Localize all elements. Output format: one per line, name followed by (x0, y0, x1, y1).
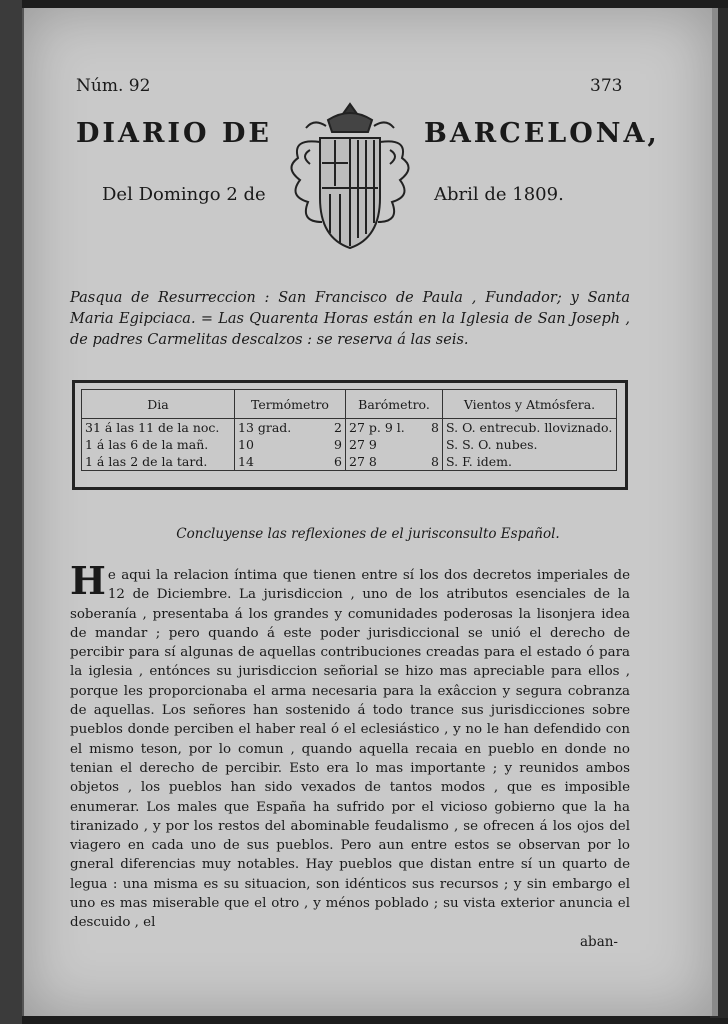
drop-cap: H (70, 558, 106, 603)
article-body (70, 558, 630, 933)
header-barometer: Barómetro. (346, 390, 443, 419)
cell-baro: 27 8 8 (346, 453, 443, 471)
newspaper-page (22, 8, 718, 1016)
header-day: Dia (82, 390, 235, 419)
cell-baro: 27 p. 9 l. 8 (346, 419, 443, 437)
cell-day: 1 á las 6 de la mañ. (82, 436, 235, 453)
cell-winds: S. S. O. nubes. (443, 436, 617, 453)
table-row (82, 419, 617, 437)
header-winds: Vientos y Atmósfera. (443, 390, 617, 419)
issue-number: Núm. 92 (76, 76, 151, 96)
book-spine (0, 0, 22, 1024)
cell-temp: 14 6 (235, 453, 346, 471)
cell-winds: S. F. idem. (443, 453, 617, 471)
table-row (82, 436, 617, 453)
article-subtitle: Concluyense las reflexiones de el jurisconsulto Español. (176, 526, 560, 542)
page-number: 373 (590, 76, 623, 96)
masthead-right: BARCELONA, (424, 118, 660, 149)
cell-day: 31 á las 11 de la noc. (82, 419, 235, 437)
masthead-left: DIARIO DE (76, 118, 272, 149)
date-left: Del Domingo 2 de (102, 184, 266, 205)
catchword: aban- (580, 934, 618, 950)
table-row (82, 453, 617, 471)
header-thermometer: Termómetro (235, 390, 346, 419)
cell-temp: 13 grad. 2 (235, 419, 346, 437)
date-right: Abril de 1809. (434, 184, 564, 205)
weather-table-frame (72, 380, 628, 490)
religious-notice: Pasqua de Resurreccion : San Francisco de Paula , Fundador; y Santa Maria Egipciaca. = Las Quarenta Horas están en la Iglesia de San Joseph , de padres Carmelitas descalzos : se reserva á las seis. (70, 290, 630, 348)
cell-winds: S. O. entrecub. lloviznado. (443, 419, 617, 437)
weather-table (81, 389, 617, 471)
cell-day: 1 á las 2 de la tard. (82, 453, 235, 471)
cell-temp: 10 9 (235, 436, 346, 453)
article-text: e aqui la relacion íntima que tienen entre sí los dos decretos imperiales de 12 de Diciembre. La jurisdiccion , uno de los atributos esenciales de la soberanía , presentaba á los grandes y comunidades poderosas la lisonjera idea de mandar ; pero quando á este poder jurisdiccional se unió el derecho de percibir para sí algunas de aquellas contribuciones creadas para el estado ó para la iglesia , entónces su jurisdiccion señorial se hizo mas apreciable para ellos , porque les proporcionaba el arma necesaria para la exâccion y segura cobranza de aquellas. Los señores han sostenido á todo trance sus jurisdicciones sobre pueblos donde perciben el haber real ó el eclesiástico , y no le han defendido con el mismo teson, por lo comun , quando aquella recaia en pueblo en donde no tenian el derecho de percibir. Esto era lo mas importante ; y reunidos ambos objetos , los pueblos han sido vexados de tantos modos , que es imposible enumerar. Los males que España ha sufrido por el vicioso gobierno que la ha tiranizado , y por los restos del abominable feudalismo , se ofrecen á los ojos del viagero en cada uno de sus pueblos. Pero aun entre estos se observan por lo gneral diferencias muy notables. Hay pueblos que distan entre sí un quarto de legua : una misma es su situacion, son idénticos sus recursos ; y sin embargo el uno es mas miserable que el otro , y ménos poblado ; su vista exterior anuncia el descuido , el (70, 568, 630, 931)
cell-baro: 27 9 (346, 436, 443, 453)
coat-of-arms-icon (270, 98, 430, 258)
